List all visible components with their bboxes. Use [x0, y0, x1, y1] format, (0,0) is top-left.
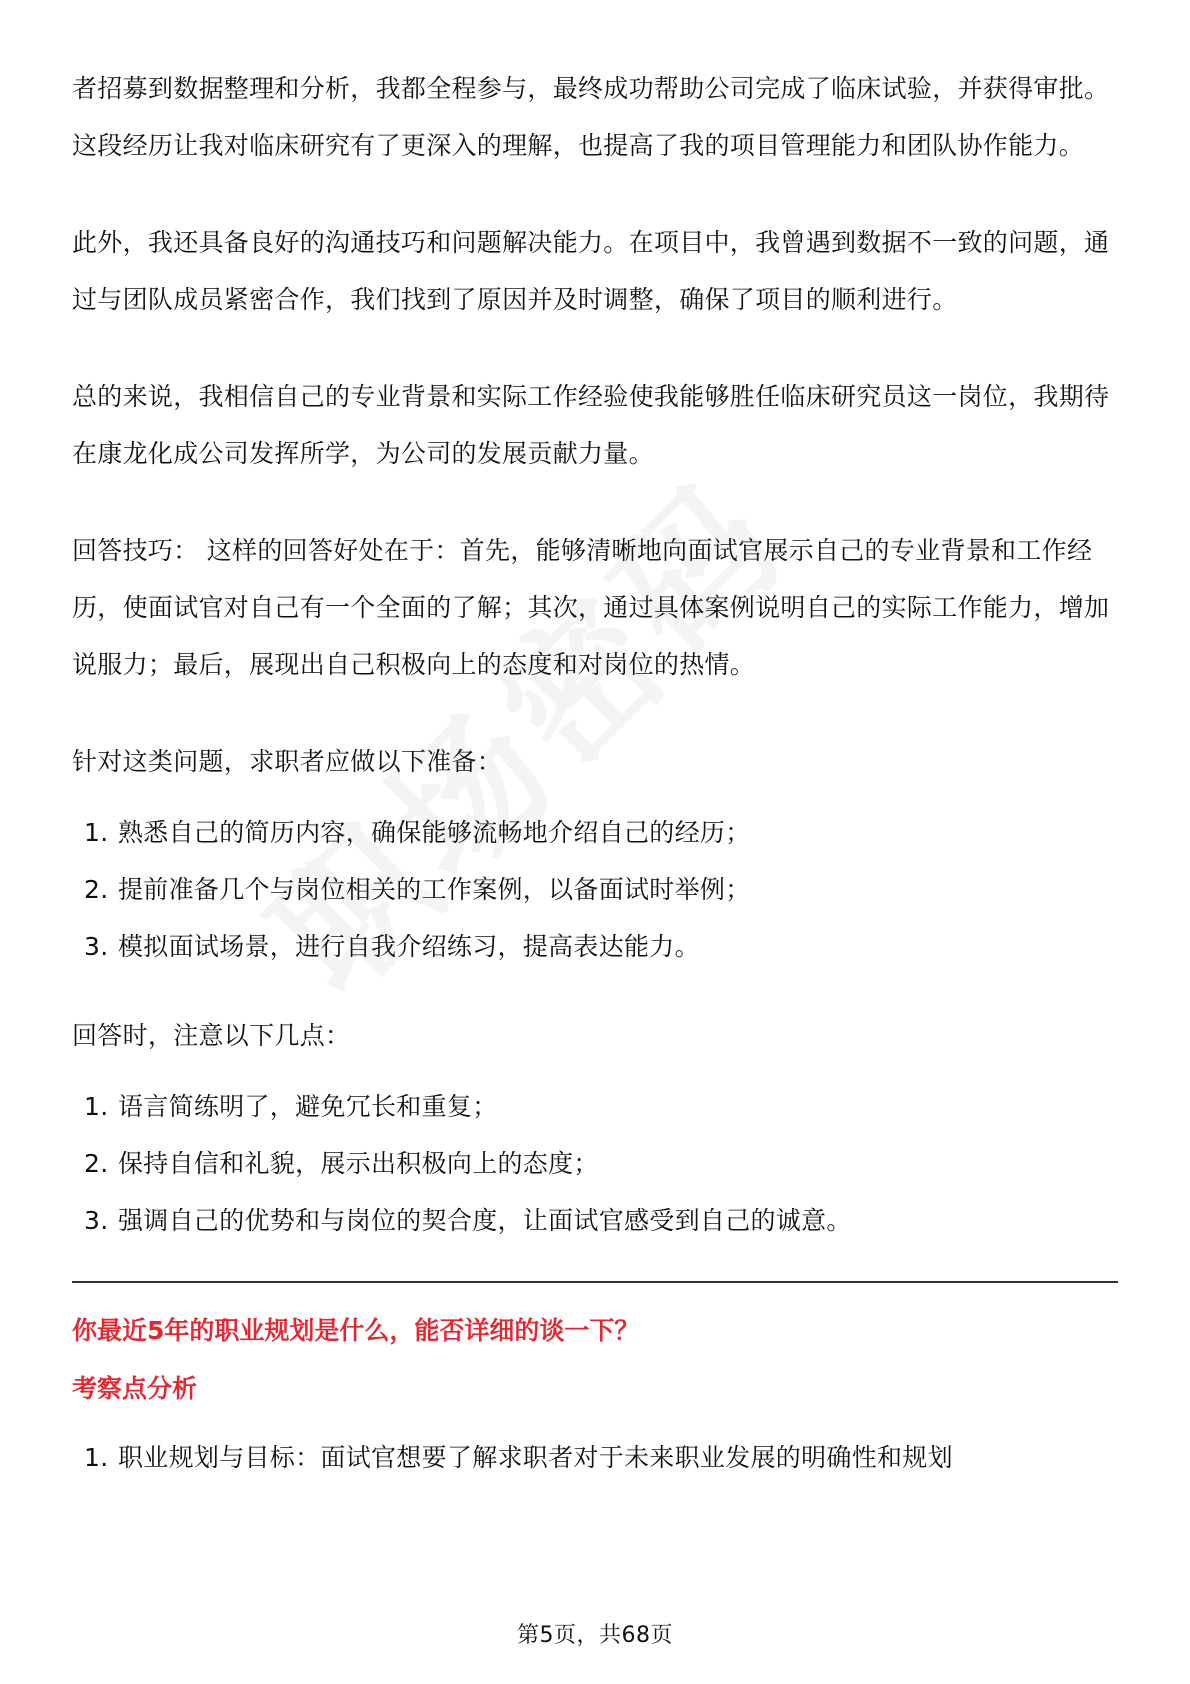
paragraph-communication: 此外，我还具备良好的沟通技巧和问题解决能力。在项目中，我曾遇到数据不一致的问题，通过与团队成员紧密合作，我们找到了原因并及时调整，确保了项目的顺利进行。 [72, 228, 1110, 314]
list-item-number: 2. [84, 875, 109, 904]
list-item-number: 2. [84, 1149, 109, 1178]
list-item-text: 语言简练明了，避免冗长和重复； [118, 1092, 498, 1121]
page-footer: 第5页，共68页 [517, 1623, 673, 1648]
list-item-number: 1. [84, 1092, 109, 1121]
list-item [72, 1192, 1118, 1249]
list-item-number: 1. [84, 818, 109, 847]
prep-list [72, 804, 1118, 975]
analysis-list [72, 1429, 1118, 1486]
paragraph-summary: 总的来说，我相信自己的专业背景和实际工作经验使我能够胜任临床研究员这一岗位，我期待在康龙化成公司发挥所学，为公司的发展贡献力量。 [72, 382, 1110, 468]
page-content [72, 60, 1118, 1518]
notes-list [72, 1078, 1118, 1249]
paragraph-experience: 者招募到数据整理和分析，我都全程参与，最终成功帮助公司完成了临床试验，并获得审批。这段经历让我对临床研究有了更深入的理解，也提高了我的项目管理能力和团队协作能力。 [72, 74, 1110, 160]
list-item-text: 强调自己的优势和与岗位的契合度，让面试官感受到自己的诚意。 [118, 1206, 852, 1235]
list-item-number: 3. [84, 1206, 109, 1235]
paragraph-answer-tips: 回答技巧： 这样的回答好处在于：首先，能够清晰地向面试官展示自己的专业背景和工作经历，使面试官对自己有一个全面的了解；其次，通过具体案例说明自己的实际工作能力，增加说服力；最后，展现出自己积极向上的态度和对岗位的热情。 [72, 536, 1110, 679]
analysis-heading: 考察点分析 [72, 1374, 198, 1403]
paragraph-notes-intro: 回答时，注意以下几点： [72, 1021, 351, 1050]
list-item-text: 提前准备几个与岗位相关的工作案例，以备面试时举例； [118, 875, 751, 904]
list-item-number: 3. [84, 932, 109, 961]
list-item-text: 职业规划与目标：面试官想要了解求职者对于未来职业发展的明确性和规划 [118, 1443, 953, 1472]
section-divider [72, 1281, 1118, 1283]
list-item [72, 918, 1118, 975]
list-item [72, 1078, 1118, 1135]
list-item-text: 模拟面试场景，进行自我介绍练习，提高表达能力。 [118, 932, 700, 961]
list-item-number: 1. [84, 1443, 109, 1472]
list-item [72, 861, 1118, 918]
list-item-text: 熟悉自己的简历内容，确保能够流畅地介绍自己的经历； [118, 818, 751, 847]
list-item [72, 1135, 1118, 1192]
list-item [72, 804, 1118, 861]
list-item [72, 1429, 1118, 1486]
paragraph-prep-intro: 针对这类问题，求职者应做以下准备： [72, 747, 503, 776]
question-title: 你最近5年的职业规划是什么，能否详细的谈一下？ [72, 1316, 640, 1345]
list-item-text: 保持自信和礼貌，展示出积极向上的态度； [118, 1149, 599, 1178]
